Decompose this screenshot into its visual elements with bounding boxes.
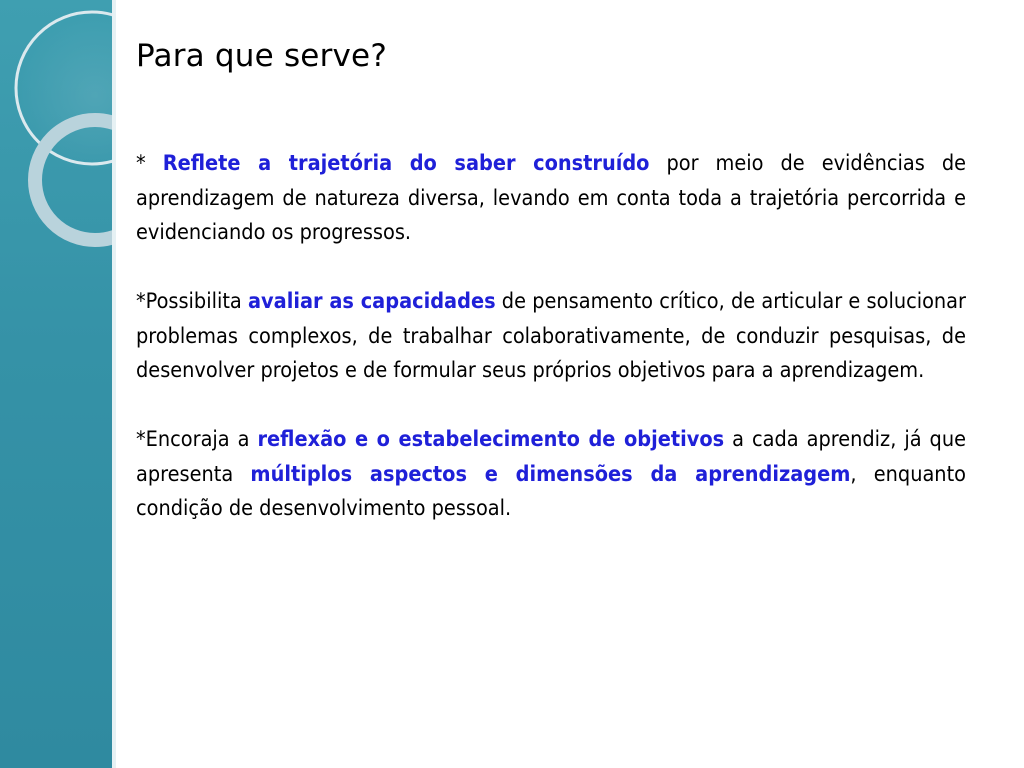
slide-title: Para que serve? (136, 38, 387, 74)
paragraph-3-highlight: reflexão e o estabelecimento de objetivos (257, 427, 725, 452)
paragraph-3-middle: a cada aprendiz, já que apresenta (136, 427, 966, 487)
paragraph-3 (136, 423, 966, 527)
slide-content (136, 0, 966, 768)
paragraph-2 (136, 285, 966, 389)
paragraph-2-text: de pensamento crítico, de articular e solucionar problemas complexos, de trabalhar colaborativamente, de conduzir pesquisas, de desenvolver projetos e de formular seus próprios objetivos para a aprendizagem. (136, 289, 966, 383)
paragraph-3-prefix: *Encoraja a (136, 427, 258, 452)
paragraph-1 (136, 147, 966, 251)
paragraph-3-text: , enquanto condição de desenvolvimento pessoal. (136, 461, 966, 521)
decorative-sidebar (0, 0, 116, 768)
slide-body (136, 147, 966, 561)
paragraph-2-highlight: avaliar as capacidades (247, 289, 496, 314)
paragraph-3-highlight-2: múltiplos aspectos e dimensões da aprendizagem (250, 461, 851, 487)
decorative-circles (0, 0, 112, 768)
paragraph-1-highlight: Reflete a trajetória do saber construído (162, 151, 650, 176)
paragraph-1-text: por meio de evidências de aprendizagem de natureza diversa, levando em conta toda a trajetória percorrida e evidenciando os progressos. (136, 151, 967, 245)
paragraph-1-prefix: * (136, 151, 163, 176)
paragraph-2-prefix: *Possibilita (136, 289, 248, 314)
